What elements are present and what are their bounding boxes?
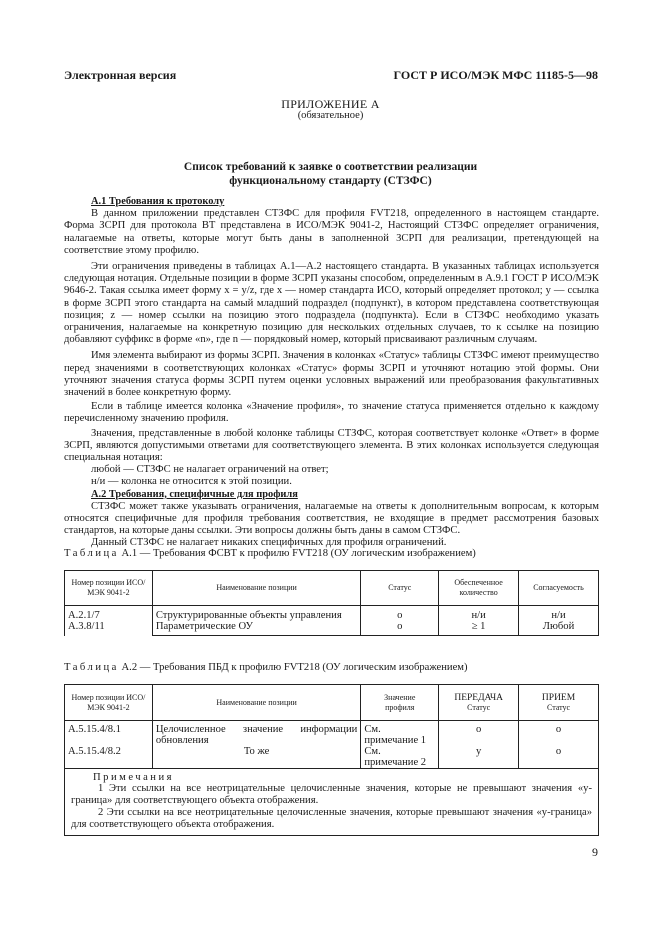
table2-row1-recv: о	[519, 721, 599, 747]
table2-header-send-l2: Статус	[467, 702, 491, 712]
section-a2-heading-text: А.2 Требования, специфичные для профиля	[91, 488, 298, 500]
paragraph: Значения, представленные в любой колонке таблицы СТЗФС, которая соответствует колонке «Ответ» в форме ЗСРП, являются допустимыми ответами для соответствующего элемента. В этих колонках используется следующая специальная нотация:	[64, 427, 599, 464]
section-a1-heading	[64, 196, 599, 208]
running-header-left: Электронная версия	[64, 68, 177, 82]
table2-header-name: Наименование позиции	[152, 685, 360, 721]
table2-header-recv-l1: ПРИЕМ	[541, 692, 576, 703]
table2-row1-name: Целочисленное значение информации обновления	[152, 721, 360, 747]
note-1: 1 Эти ссылки на все неотрицательные целочисленные значения, которые не превышают значения «у-граница» для соответствующего объекта отображения.	[71, 783, 592, 806]
notes-heading: Примечания	[93, 772, 174, 783]
table1-cell-agree	[519, 606, 599, 636]
table-cell-text: о	[397, 610, 403, 621]
paragraph: н/и — колонка не относится к этой позиции.	[91, 476, 292, 488]
table1-cell-status	[361, 606, 439, 636]
table2-header-row	[65, 685, 599, 721]
document-title-line-1: Список требований к заявке о соответствии реализации	[183, 161, 478, 173]
paragraph: В данном приложении представлен СТЗФС для профиля FVT218, определенного в настоящем стандарте. Форма ЗСРП для протокола ВТ представлена в ИСО/МЭК 9041-2, Настоящий СТЗФС определяет ограничения, налагаемые на ответы, которые могут быть даны в заполненной ЗСРП для реализации, претендующей на соответствие этому профилю.	[64, 208, 599, 256]
table1-caption-text: А.1 — Требования ФСВТ к профилю FVT218 (ОУ логическим изображением)	[121, 548, 476, 559]
table2-header-recv	[519, 685, 599, 721]
table-cell-text: н/и	[551, 610, 566, 621]
table-cell-text: Любой	[542, 621, 575, 632]
table1-header-status: Статус	[361, 571, 439, 606]
section-a1	[64, 196, 599, 550]
table2-notes-cell	[65, 769, 599, 836]
table-cell-text: Параметрические ОУ	[155, 621, 254, 632]
table1-header-row	[65, 571, 599, 606]
table2	[64, 684, 599, 836]
table2-row1-num: А.5.15.4/8.1	[65, 721, 153, 747]
section-a2-heading	[64, 489, 599, 501]
table2-caption-text: А.2 — Требования ПБД к профилю FVT218 (ОУ логическим изображением)	[121, 662, 468, 673]
table2-header-value-l1: Значение	[384, 692, 416, 702]
appendix-subtitle: (обязательное)	[297, 110, 364, 121]
notes-body	[71, 783, 592, 831]
table1-header-agree: Согласуемость	[519, 571, 599, 606]
table2-header-value-l2: профиля	[385, 702, 415, 712]
table2-row1-send: о	[439, 721, 519, 747]
table-cell-text: Структурированные объекты управления	[155, 610, 342, 621]
table2-header-value	[361, 685, 439, 721]
table-row	[65, 746, 599, 769]
running-header-right: ГОСТ Р ИСО/МЭК МФС 11185-5—98	[393, 68, 598, 82]
paragraph: Если в таблице имеется колонка «Значение профиля», то значение статуса применяется отдельно к каждому перечисленному значению профиля.	[64, 401, 599, 425]
page-number: 9	[592, 845, 598, 859]
paragraph: любой — СТЗФС не налагает ограничений на ответ;	[91, 464, 329, 476]
table2-header-recv-l2: Статус	[547, 702, 571, 712]
table2-row1-value: См. примечание 1	[361, 721, 439, 747]
table-cell-text: о	[397, 621, 403, 632]
table-row	[65, 606, 599, 636]
paragraph: Данный СТЗФС не налагает никаких специфичных для профиля ограничений.	[91, 537, 447, 549]
note-2: 2 Эти ссылки на все неотрицательные целочисленные значения, которые превышают значения «у-граница» для соответствующего объекта отображения.	[71, 807, 592, 830]
paragraph: СТЗФС может также указывать ограничения, налагаемые на ответы к дополнительным вопросам, к которым относятся специфичные для профиля требования соответствия, не входящие в предмет рассмотрения базовых стандартов, на которые даны ссылки. Эти вопросы должны быть даны в самом СТЗФС.	[64, 500, 599, 537]
table1-caption	[64, 548, 476, 559]
table2-header-send-l1: ПЕРЕДАЧА	[454, 692, 504, 703]
table1-header-num: Номер позиции ИСО/МЭК 9041-2	[65, 571, 153, 606]
table2-row2-send: у	[439, 746, 519, 769]
table-row	[65, 721, 599, 747]
table1-cell-qty	[439, 606, 519, 636]
paragraph: Эти ограничения приведены в таблицах А.1—А.2 настоящего стандарта. В указанных таблицах используется следующая нотация. Отдельные позиции в форме ЗСРП указаны способом, определенным в А.9.1 ГОСТ Р ИСО/МЭК 9646-2. Такая ссылка имеет форму x = y/z, где x — номер стандарта ИСО, который определяет протокол; y — ссылка в форме ЗСРП этого стандарта на самый младший подраздел (подпункт), в котором представлена соответствующая позиция; z — номер ссылки на позицию этого подраздела (подпункта). Если в СТЗФС необходимо указать ограничения, налагаемые на конкретную позицию для нескольких отдельных случаев, то к ссылке на позицию добавляют суффикс в форме «n», где n — порядковый номер, который присваивают различным случаям.	[64, 261, 599, 346]
table-cell-text: А.3.8/11	[68, 621, 105, 632]
table-cell-text: А.2.1/7	[68, 610, 100, 621]
table1	[64, 570, 599, 636]
table2-row2-num: А.5.15.4/8.2	[65, 746, 153, 769]
table1-header-name: Наименование позиции	[152, 571, 361, 606]
table1-cell-name	[152, 606, 361, 636]
table2-row2-recv: о	[519, 746, 599, 769]
table2-caption	[64, 662, 468, 673]
table2-row2-value: См. примечание 2	[361, 746, 439, 769]
paragraph: Имя элемента выбирают из формы ЗСРП. Значения в колонках «Статус» таблицы СТЗФС имеют преимущество перед значениями в соответствующих колонках «Статус» формы ЗСРП и уточняют нотацию этой формы. Они уточняют значения статуса формы ЗСРП путем оценки условных выражений или преобразования факультативных значений в более конкретную форму.	[64, 350, 599, 399]
appendix-title: ПРИЛОЖЕНИЕ А	[281, 97, 380, 111]
section-a1-heading-text: А.1 Требования к протоколу	[91, 196, 225, 207]
table2-notes-row	[65, 769, 599, 836]
table-cell-text: н/и	[471, 610, 486, 621]
table1-cell-num	[65, 606, 153, 636]
table2-row2-name: То же	[152, 746, 360, 769]
document-title	[0, 160, 661, 188]
table2-header-send	[439, 685, 519, 721]
table1-caption-word: Таблица	[64, 548, 119, 559]
table2-header-num: Номер позиции ИСО/МЭК 9041-2	[65, 685, 153, 721]
table-cell-text: ≥ 1	[471, 621, 486, 632]
table2-caption-word: Таблица	[64, 662, 119, 673]
table1-header-qty: Обеспеченное количество	[439, 571, 519, 606]
document-title-line-2: функциональному стандарту (СТЗФС)	[229, 175, 432, 187]
